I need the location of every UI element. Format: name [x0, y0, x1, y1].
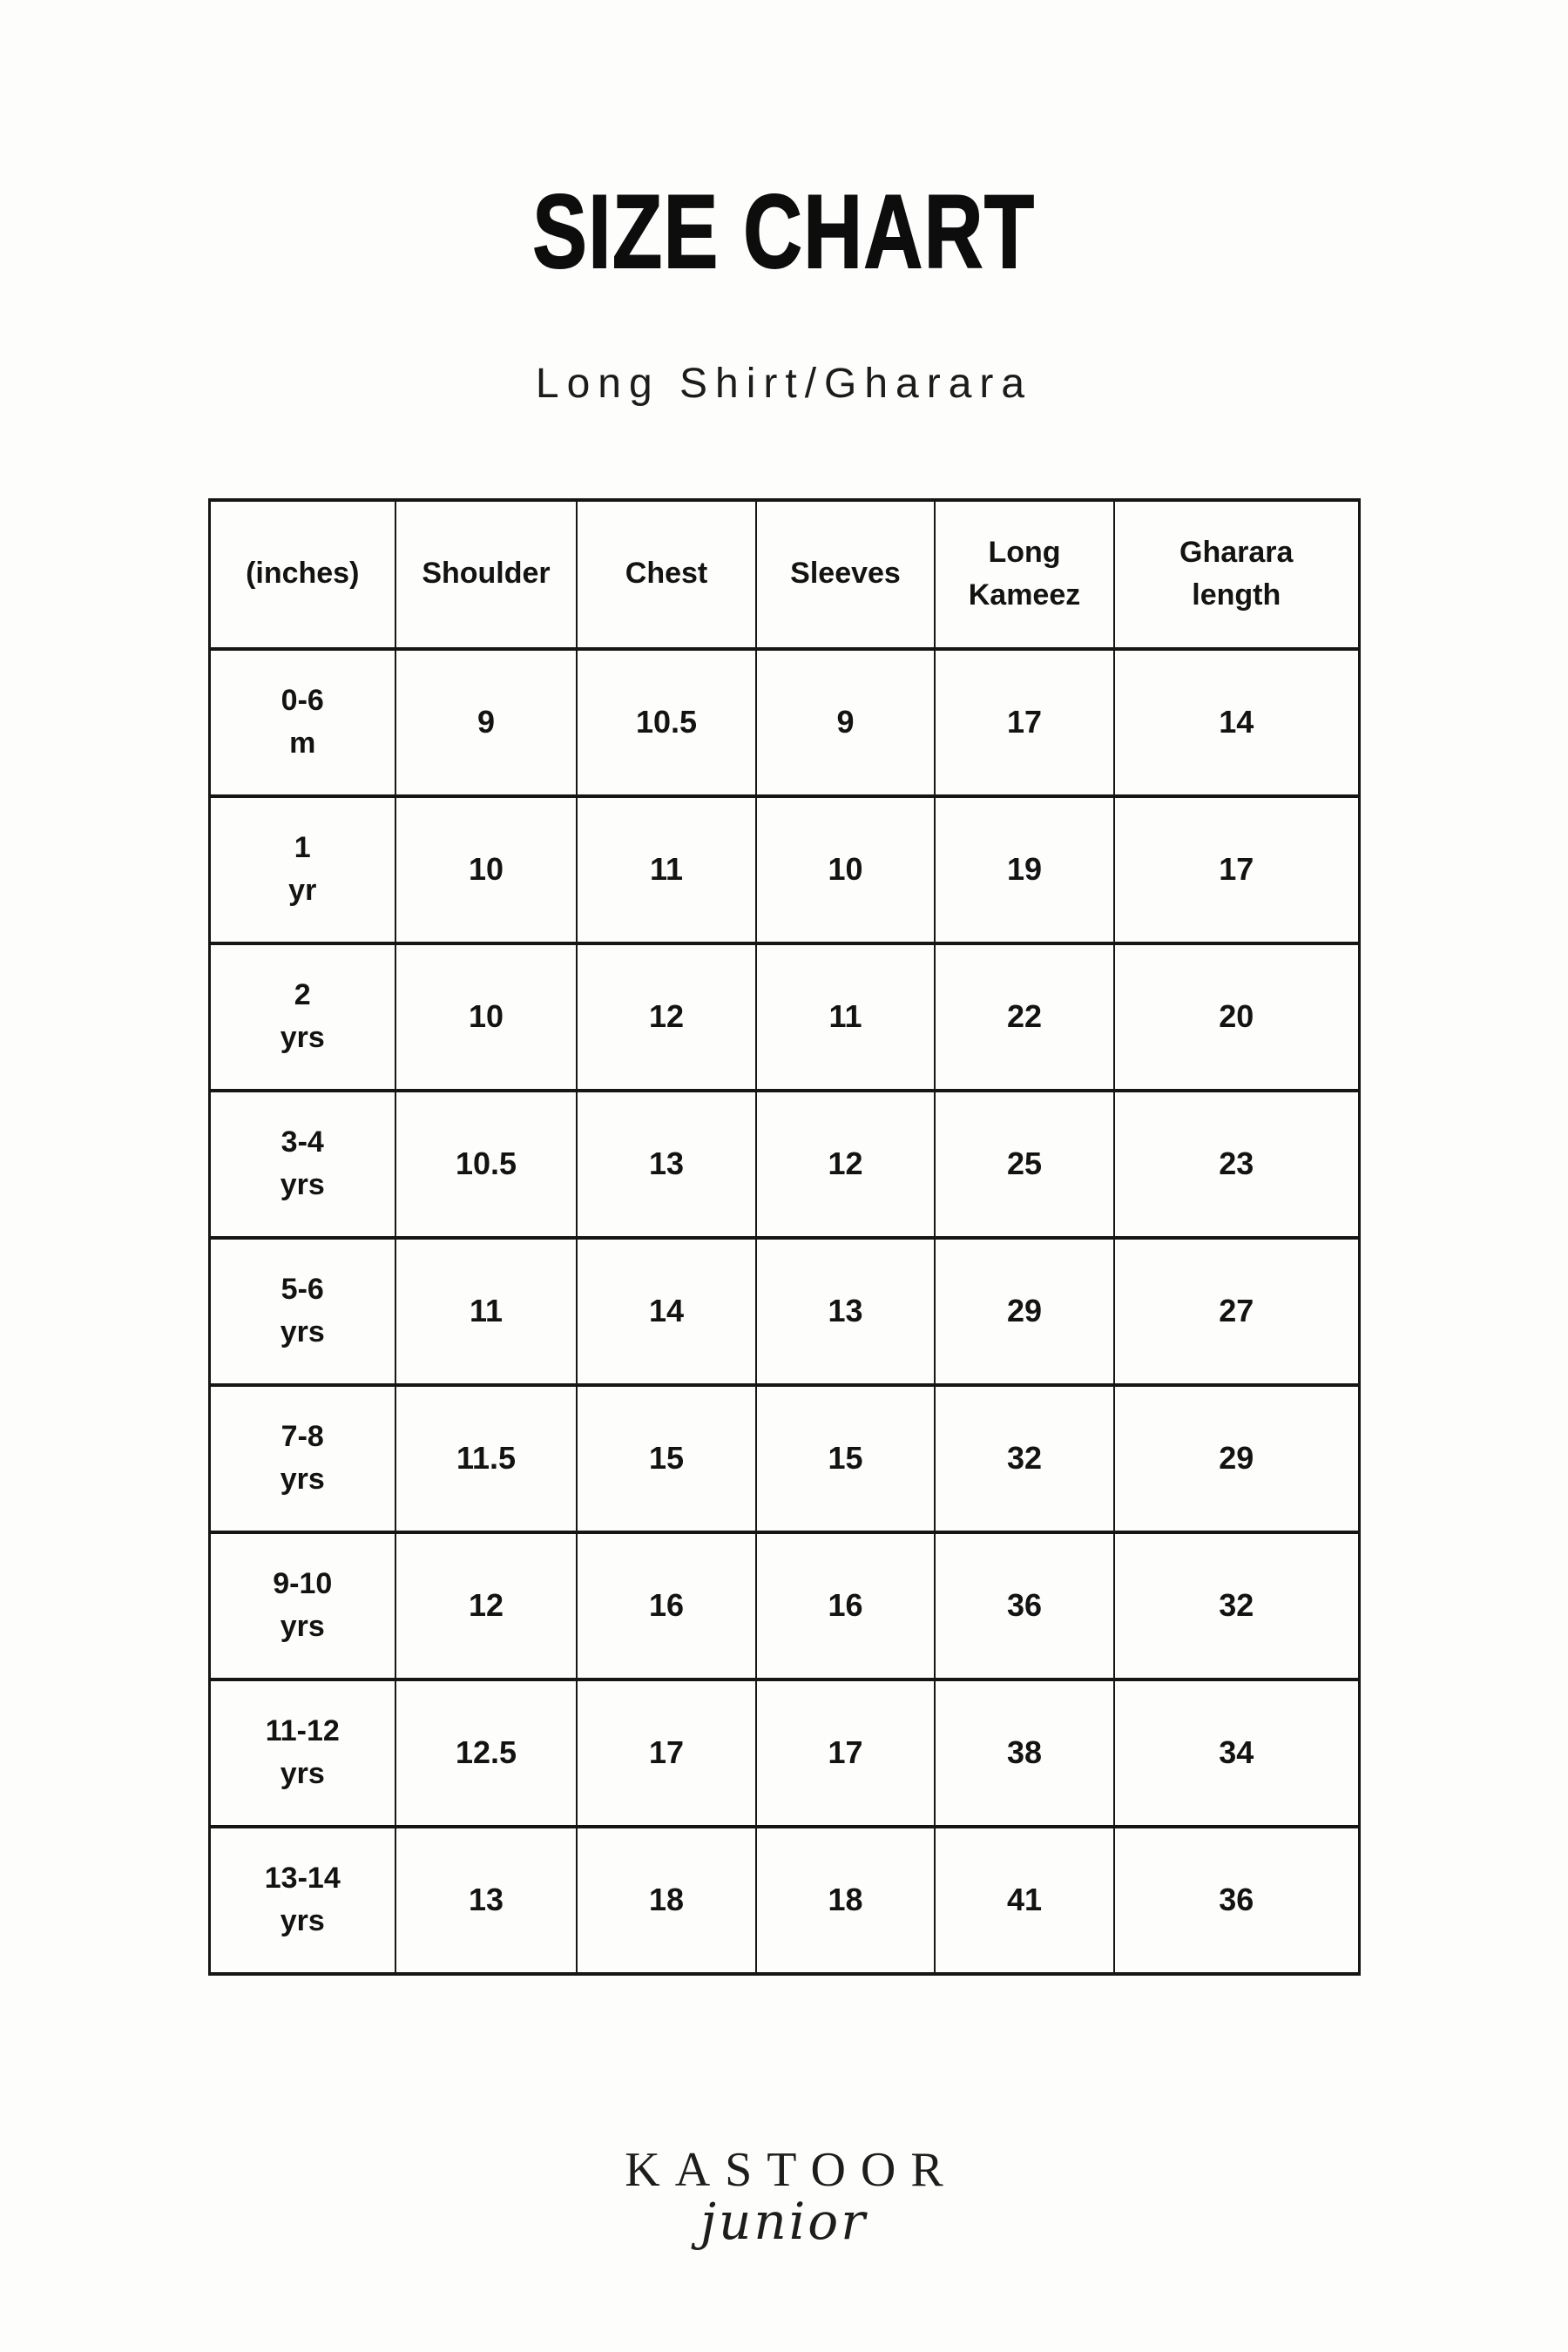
- size-label-cell: [209, 1680, 395, 1827]
- value-cell: 17: [1114, 796, 1359, 943]
- value-cell: 12: [395, 1532, 577, 1680]
- header-row: [209, 500, 1359, 649]
- size-unit: m: [289, 727, 316, 760]
- header-cell-gharara-length: [1114, 500, 1359, 649]
- size-label: 7-8: [280, 1419, 324, 1453]
- value-cell: 23: [1114, 1091, 1359, 1238]
- size-label: 0-6: [280, 683, 324, 717]
- table-row: [209, 1385, 1359, 1532]
- value-cell: 16: [756, 1532, 935, 1680]
- value-cell: 9: [395, 649, 577, 796]
- size-unit: yrs: [280, 1021, 325, 1055]
- header-cell-long-kameez: [935, 500, 1114, 649]
- value-cell: 32: [935, 1385, 1114, 1532]
- header-cell-sleeves: [756, 500, 935, 649]
- size-label: 11-12: [265, 1713, 340, 1747]
- table-row: [209, 796, 1359, 943]
- value-cell: 15: [577, 1385, 756, 1532]
- table-row: [209, 1091, 1359, 1238]
- value-cell: 17: [935, 649, 1114, 796]
- header-cell-chest: [577, 500, 756, 649]
- size-label: 3-4: [280, 1125, 324, 1159]
- value-cell: 10: [395, 796, 577, 943]
- value-cell: 27: [1114, 1238, 1359, 1385]
- table-row: [209, 943, 1359, 1091]
- value-cell: 19: [935, 796, 1114, 943]
- header-label-line2: Kameez: [968, 578, 1081, 612]
- value-cell: 12: [756, 1091, 935, 1238]
- value-cell: 38: [935, 1680, 1114, 1827]
- value-cell: 29: [935, 1238, 1114, 1385]
- value-cell: 14: [1114, 649, 1359, 796]
- size-label-cell: [209, 943, 395, 1091]
- value-cell: 16: [577, 1532, 756, 1680]
- value-cell: 36: [935, 1532, 1114, 1680]
- value-cell: 10: [395, 943, 577, 1091]
- value-cell: 34: [1114, 1680, 1359, 1827]
- value-cell: 41: [935, 1827, 1114, 1974]
- value-cell: 15: [756, 1385, 935, 1532]
- page-subtitle: Long Shirt/Gharara: [535, 361, 1033, 407]
- value-cell: 10.5: [577, 649, 756, 796]
- size-unit: yrs: [280, 1315, 325, 1349]
- value-cell: 22: [935, 943, 1114, 1091]
- value-cell: 9: [756, 649, 935, 796]
- page-title: SIZE CHART: [532, 173, 1036, 290]
- size-unit: yrs: [280, 1463, 325, 1497]
- size-label-cell: [209, 1532, 395, 1680]
- header-label-line2: length: [1192, 578, 1281, 612]
- size-unit: yrs: [280, 1610, 325, 1644]
- header-label: Shoulder: [422, 557, 551, 591]
- value-cell: 10.5: [395, 1091, 577, 1238]
- brand-logo: [0, 2141, 1568, 2250]
- size-label: 13-14: [264, 1861, 341, 1895]
- table-row: [209, 1827, 1359, 1974]
- value-cell: 25: [935, 1091, 1114, 1238]
- value-cell: 13: [395, 1827, 577, 1974]
- header-cell-inches: [209, 500, 395, 649]
- value-cell: 11.5: [395, 1385, 577, 1532]
- size-label: 5-6: [280, 1272, 324, 1306]
- value-cell: 17: [756, 1680, 935, 1827]
- table-row: [209, 1680, 1359, 1827]
- header-label: (inches): [246, 557, 360, 591]
- size-chart-table: [208, 498, 1361, 1976]
- value-cell: 18: [756, 1827, 935, 1974]
- header-label: Gharara: [1179, 535, 1294, 569]
- value-cell: 12: [577, 943, 756, 1091]
- size-unit: yr: [288, 874, 317, 908]
- value-cell: 14: [577, 1238, 756, 1385]
- value-cell: 11: [577, 796, 756, 943]
- header-label: Chest: [625, 557, 708, 591]
- header-label: Long: [988, 535, 1061, 569]
- brand-name: KASTOOR: [625, 2142, 958, 2197]
- size-label: 1: [294, 830, 311, 864]
- size-label-cell: [209, 1238, 395, 1385]
- size-unit: yrs: [280, 1757, 325, 1791]
- size-unit: yrs: [280, 1168, 325, 1202]
- value-cell: 11: [395, 1238, 577, 1385]
- table-row: [209, 1238, 1359, 1385]
- size-unit: yrs: [280, 1904, 325, 1938]
- size-label-cell: [209, 1385, 395, 1532]
- value-cell: 12.5: [395, 1680, 577, 1827]
- value-cell: 10: [756, 796, 935, 943]
- value-cell: 13: [756, 1238, 935, 1385]
- brand-subname: junior: [700, 2191, 868, 2251]
- value-cell: 13: [577, 1091, 756, 1238]
- value-cell: 29: [1114, 1385, 1359, 1532]
- value-cell: 36: [1114, 1827, 1359, 1974]
- header-cell-shoulder: [395, 500, 577, 649]
- size-label-cell: [209, 796, 395, 943]
- size-label: 2: [294, 977, 311, 1011]
- value-cell: 32: [1114, 1532, 1359, 1680]
- size-label-cell: [209, 649, 395, 796]
- value-cell: 17: [577, 1680, 756, 1827]
- value-cell: 20: [1114, 943, 1359, 1091]
- size-label: 9-10: [273, 1566, 333, 1600]
- value-cell: 11: [756, 943, 935, 1091]
- value-cell: 18: [577, 1827, 756, 1974]
- header-label: Sleeves: [790, 557, 901, 591]
- table-row: [209, 1532, 1359, 1680]
- size-label-cell: [209, 1827, 395, 1974]
- size-label-cell: [209, 1091, 395, 1238]
- table-row: [209, 649, 1359, 796]
